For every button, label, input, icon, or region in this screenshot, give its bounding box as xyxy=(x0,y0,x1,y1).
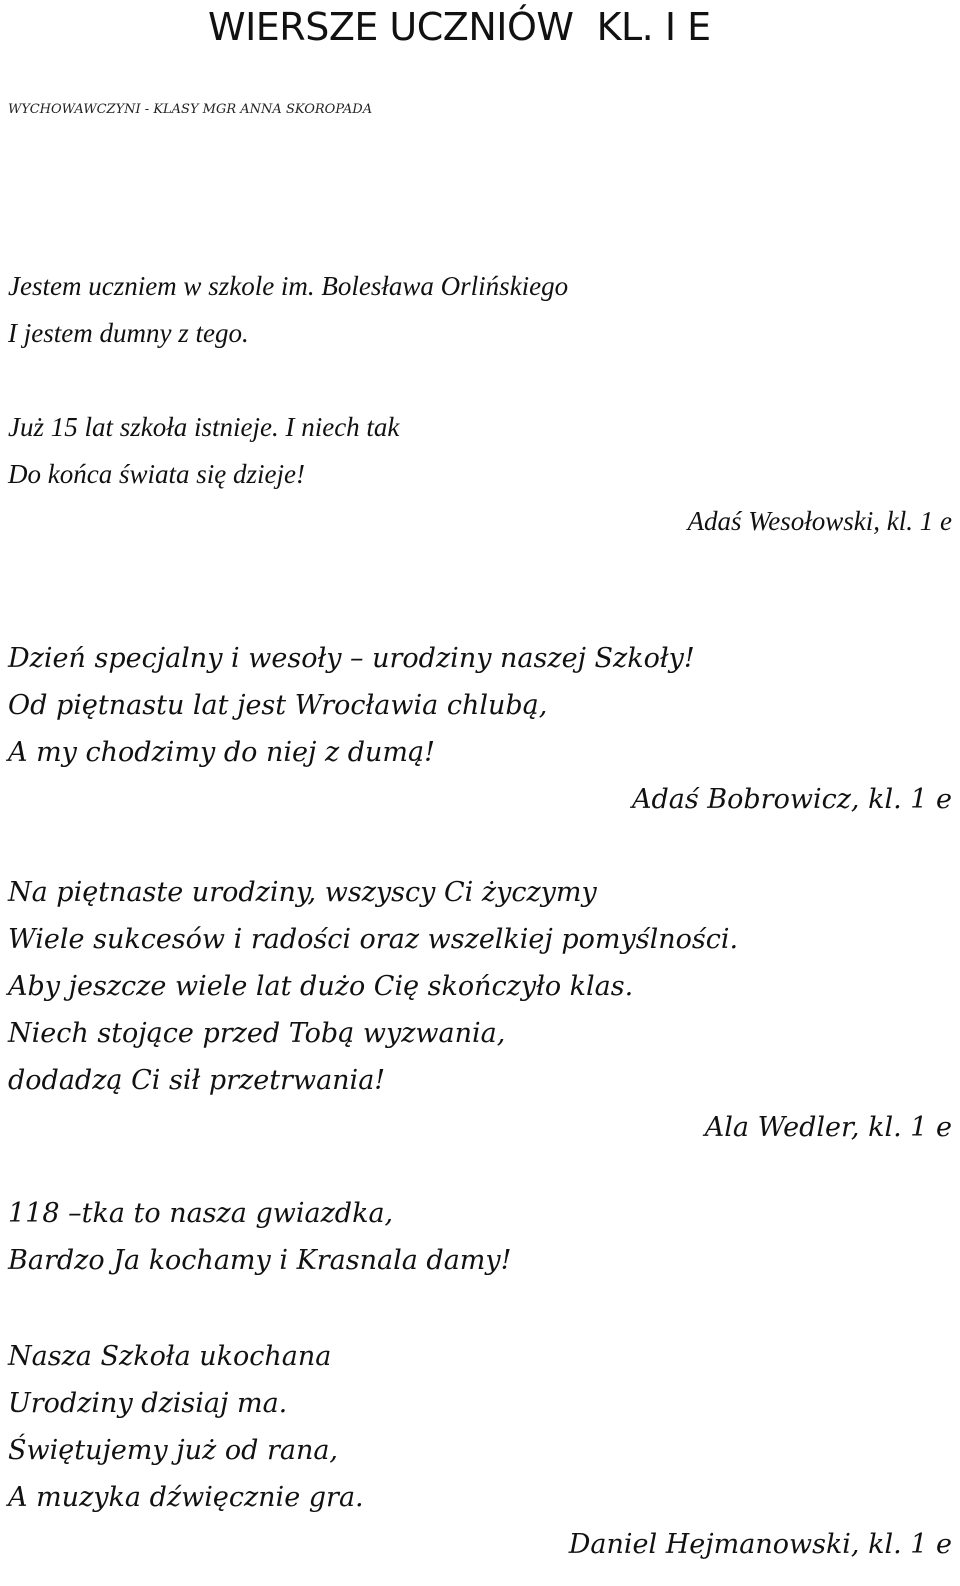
poem-line: Urodziny dzisiaj ma. xyxy=(8,1388,288,1419)
poem-line: Nasza Szkoła ukochana xyxy=(8,1341,332,1372)
poem-author: Daniel Hejmanowski, kl. 1 e xyxy=(568,1529,952,1560)
poem-line xyxy=(8,357,952,404)
poem-line: Już 15 lat szkoła istnieje. I niech tak xyxy=(8,412,400,442)
poem-line: Niech stojące przed Tobą wyzwania, xyxy=(8,1018,506,1049)
poem-line: Aby jeszcze wiele lat dużo Cię skończyło klas. xyxy=(8,971,634,1002)
page-subtitle: WYCHOWAWCZYNI - KLASY MGR ANNA SKOROPADA xyxy=(8,102,373,117)
poem-author: Adaś Bobrowicz, kl. 1 e xyxy=(631,784,952,815)
poem-author: Adaś Wesołowski, kl. 1 e xyxy=(687,506,952,536)
poem-line: Świętujemy już od rana, xyxy=(8,1435,339,1466)
poem-line: dodadzą Ci sił przetrwania! xyxy=(8,1065,386,1096)
poem-line: Bardzo Ja kochamy i Krasnala damy! xyxy=(8,1245,512,1276)
poem-line: Jestem uczniem w szkole im. Bolesława Orlińskiego xyxy=(8,271,569,301)
poem-1 xyxy=(8,263,952,545)
page-title: WIERSZE UCZNIÓW KL. I E xyxy=(208,5,711,49)
poem-line: Na piętnaste urodziny, wszyscy Ci życzymy xyxy=(8,877,597,908)
poem-5 xyxy=(8,1333,952,1568)
poem-line: A muzyka dźwięcznie gra. xyxy=(8,1482,364,1513)
poem-4 xyxy=(8,1190,952,1284)
poem-2 xyxy=(8,635,952,823)
poem-line: I jestem dumny z tego. xyxy=(8,318,249,348)
poem-line: Dzień specjalny i wesoły – urodziny naszej Szkoły! xyxy=(8,643,695,674)
poem-line: Do końca świata się dzieje! xyxy=(8,459,305,489)
poem-line: Od piętnastu lat jest Wrocławia chlubą, xyxy=(8,690,548,721)
poem-author: Ala Wedler, kl. 1 e xyxy=(704,1112,952,1143)
poem-line: Wiele sukcesów i radości oraz wszelkiej pomyślności. xyxy=(8,924,739,955)
poem-line: A my chodzimy do niej z dumą! xyxy=(8,737,435,768)
poem-line: 118 –tka to nasza gwiazdka, xyxy=(8,1198,394,1229)
poem-3 xyxy=(8,869,952,1151)
